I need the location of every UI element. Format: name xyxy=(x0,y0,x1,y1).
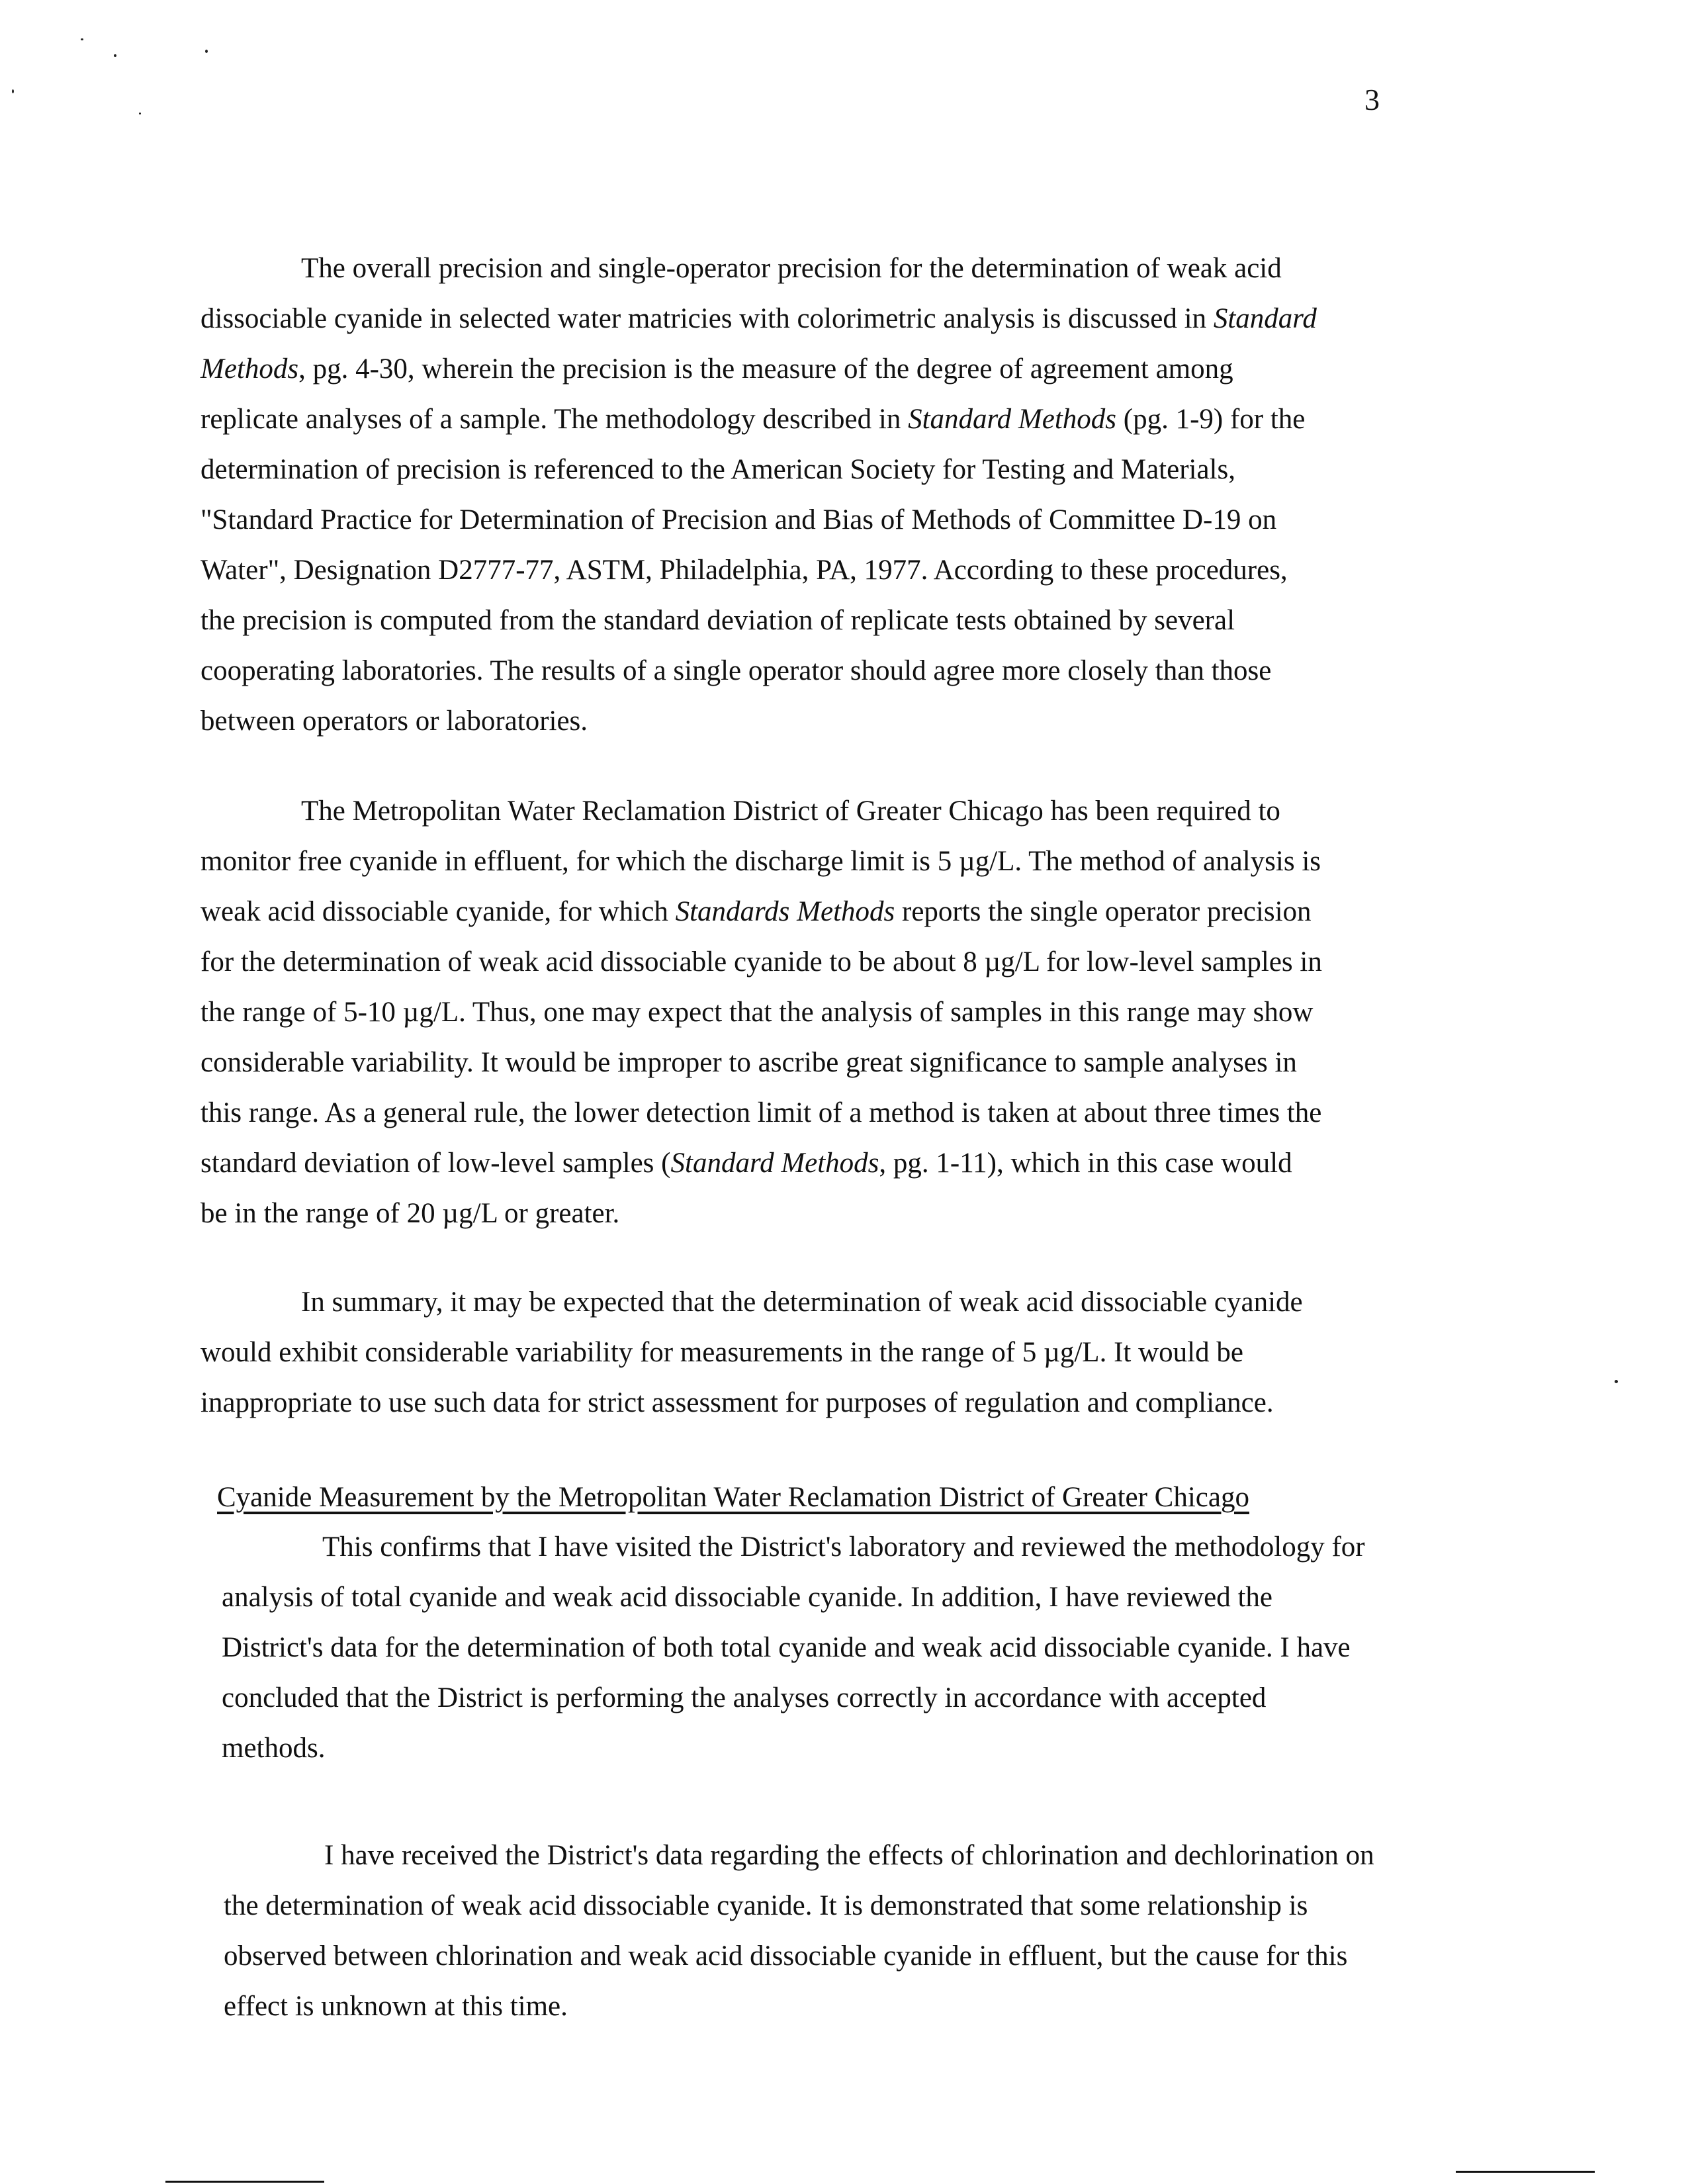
text-line: This confirms that I have visited the District's laboratory and reviewed the methodology for xyxy=(322,1531,1365,1563)
text-line: would exhibit considerable variability for measurements in the range of 5 µg/L. It would be xyxy=(201,1337,1243,1368)
text-line: In summary, it may be expected that the determination of weak acid dissociable cyanide xyxy=(301,1287,1303,1318)
paragraph-district-monitoring xyxy=(201,786,1517,1239)
text-line: the range of 5-10 µg/L. Thus, one may expect that the analysis of samples in this range may show xyxy=(201,997,1314,1028)
text-line: be in the range of 20 µg/L or greater. xyxy=(201,1198,620,1229)
scan-speck xyxy=(12,89,14,93)
text-line: observed between chlorination and weak acid dissociable cyanide in effluent, but the cause for this xyxy=(224,1940,1348,1972)
paragraph-precision-overview xyxy=(201,244,1517,747)
text-line: the determination of weak acid dissociable cyanide. It is demonstrated that some relationship is xyxy=(224,1890,1308,1921)
italic-citation: Standard Methods xyxy=(670,1148,879,1179)
scan-speck xyxy=(81,38,83,40)
text-line: monitor free cyanide in effluent, for which the discharge limit is 5 µg/L. The method of analysis is xyxy=(201,846,1321,877)
scan-line-bottom-left xyxy=(165,2181,324,2183)
italic-citation: Standards Methods xyxy=(675,896,895,927)
text-line: The overall precision and single-operator precision for the determination of weak acid xyxy=(301,253,1282,284)
paragraph-summary xyxy=(201,1277,1517,1428)
italic-citation: Standard xyxy=(1213,303,1317,334)
text-line: methods. xyxy=(222,1733,326,1764)
text-line: determination of precision is referenced to the American Society for Testing and Materials, xyxy=(201,454,1235,485)
section-heading: Cyanide Measurement by the Metropolitan Water Reclamation District of Greater Chicago xyxy=(217,1482,1249,1513)
text-line: I have received the District's data regarding the effects of chlorination and dechlorination on xyxy=(324,1840,1374,1871)
text-line: replicate analyses of a sample. The methodology described in Standard Methods (pg. 1-9) for the xyxy=(201,404,1306,435)
text-line: "Standard Practice for Determination of Precision and Bias of Methods of Committee D-19 on xyxy=(201,504,1277,535)
text-line: weak acid dissociable cyanide, for which Standards Methods reports the single operator precision xyxy=(201,896,1312,927)
text-line: considerable variability. It would be improper to ascribe great significance to sample analyses in xyxy=(201,1047,1297,1078)
text-line: dissociable cyanide in selected water matricies with colorimetric analysis is discussed in Standard xyxy=(201,303,1317,334)
text-line: the precision is computed from the standard deviation of replicate tests obtained by several xyxy=(201,605,1235,636)
italic-citation: Methods xyxy=(201,353,299,385)
text-line: this range. As a general rule, the lower detection limit of a method is taken at about three times the xyxy=(201,1097,1322,1128)
scan-line-bottom-right xyxy=(1456,2171,1595,2173)
italic-citation: Standard Methods xyxy=(908,404,1117,435)
scan-speck xyxy=(139,113,141,114)
text-line: between operators or laboratories. xyxy=(201,705,588,737)
page-number: 3 xyxy=(1364,83,1380,116)
text-line: Methods, pg. 4-30, wherein the precision is the measure of the degree of agreement among xyxy=(201,353,1233,385)
text-line: District's data for the determination of both total cyanide and weak acid dissociable cyanide. I have xyxy=(222,1632,1351,1663)
text-line: for the determination of weak acid dissociable cyanide to be about 8 µg/L for low-level samples in xyxy=(201,946,1322,978)
text-line: inappropriate to use such data for strict assessment for purposes of regulation and compliance. xyxy=(201,1387,1274,1418)
scan-speck xyxy=(114,54,116,57)
scan-speck xyxy=(1615,1380,1618,1383)
text-line: standard deviation of low-level samples (Standard Methods, pg. 1-11), which in this case would xyxy=(201,1148,1292,1179)
text-line: concluded that the District is performing the analyses correctly in accordance with accepted xyxy=(222,1682,1267,1713)
text-line: Water", Designation D2777-77, ASTM, Philadelphia, PA, 1977. According to these procedures, xyxy=(201,555,1288,586)
paragraph-chlorination-effects xyxy=(224,1831,1540,2032)
text-line: cooperating laboratories. The results of a single operator should agree more closely than those xyxy=(201,655,1272,686)
text-line: effect is unknown at this time. xyxy=(224,1991,568,2022)
text-line: The Metropolitan Water Reclamation District of Greater Chicago has been required to xyxy=(301,796,1280,827)
paragraph-lab-visit-confirmation xyxy=(222,1522,1538,1774)
text-line: analysis of total cyanide and weak acid dissociable cyanide. In addition, I have reviewed the xyxy=(222,1582,1273,1613)
scan-speck xyxy=(205,50,208,53)
